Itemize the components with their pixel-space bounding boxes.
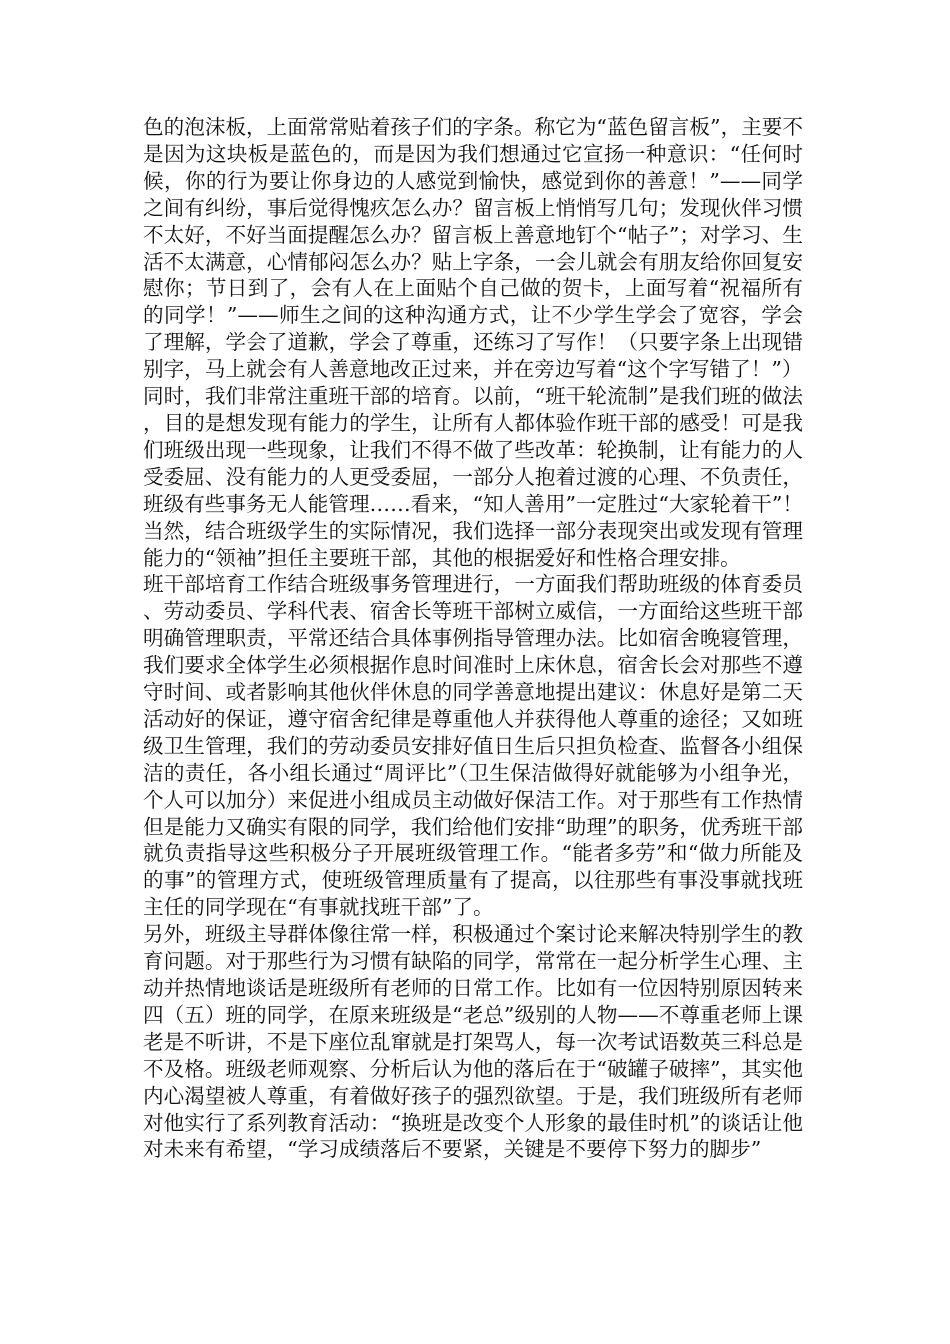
paragraph-cadre-management: 班干部培育工作结合班级事务管理进行，一方面我们帮助班级的体育委员、劳动委员、学科代表、宿舍长等班干部树立威信，一方面给这些班干部明确管理职责，平常还结合具体事例指导管理办法。比如宿舍晚寝管理，我们要求全体学生必须根据作息时间准时上床休息，宿舍长会对那些不遵守时间、或者影响其他伙伴休息的同学善意地提出建议：休息好是第二天活动好的保证，遵守宿舍纪律是尊重他人并获得他人尊重的途径；又如班级卫生管理，我们的劳动委员安排好值日生后只担负检查、监督各小组保洁的责任，各小组长通过“周评比”（卫生保洁做得好就能够为小组争光，个人可以加分）来促进小组成员主动做好保洁工作。对于那些有工作热情但是能力又确实有限的同学，我们给他们安排“助理”的职务，优秀班干部就负责指导这些积极分子开展班级管理工作。“能者多劳”和“做力所能及的事”的管理方式，使班级管理质量有了提高，以往那些有事没事就找班主任的同学现在“有事就找班干部”了。 (143, 572, 803, 920)
paragraph-special-student-education: 另外，班级主导群体像往常一样，积极通过个案讨论来解决特别学生的教育问题。对于那些行为习惯有缺陷的同学，常常在一起分析学生心理、主动并热情地谈话是班级所有老师的日常工作。比如有一位因特别原因转来四（五）班的同学，在原来班级是“老总”级别的人物——不尊重老师上课老是不听讲，不是下座位乱窜就是打架骂人，每一次考试语数英三科总是不及格。班级老师观察、分析后认为他的落后在于“破罐子破摔”，其实他内心渴望被人尊重，有着做好孩子的强烈欲望。于是，我们班级所有老师对他实行了系列教育活动：“换班是改变个人形象的最佳时机”的谈话让他对未来有希望，“学习成绩落后不要紧，关键是不要停下努力的脚步” (143, 922, 803, 1162)
document-page (143, 114, 803, 1163)
paragraph-blue-message-board: 色的泡沫板，上面常常贴着孩子们的字条。称它为“蓝色留言板”，主要不是因为这块板是蓝色的，而是因为我们想通过它宣扬一种意识：“任何时候，你的行为要让你身边的人感觉到愉快，感觉到你的善意！”——同学之间有纠纷，事后觉得愧疚怎么办？留言板上悄悄写几句；发现伙伴习惯不太好，不好当面提醒怎么办？留言板上善意地钉个“帖子”；对学习、生活不太满意，心情郁闷怎么办？贴上字条，一会儿就会有朋友给你回复安慰你；节日到了，会有人在上面贴个自己做的贺卡，上面写着“祝福所有的同学！”——师生之间的这种沟通方式，让不少学生学会了宽容，学会了理解，学会了道歉，学会了尊重，还练习了写作！（只要字条上出现错别字，马上就会有人善意地改正过来，并在旁边写着“这个字写错了！”） (143, 115, 803, 382)
paragraph-class-cadre-training: 同时，我们非常注重班干部的培育。以前，“班干轮流制”是我们班的做法，目的是想发现有能力的学生，让所有人都体验作班干部的感受！可是我们班级出现一些现象，让我们不得不做了些改革：轮换制，让有能力的人受委屈、没有能力的人更受委屈，一部分人抱着过渡的心理、不负责任，班级有些事务无人能管理……看来，“知人善用”一定胜过“大家轮着干”！当然，结合班级学生的实际情况，我们选择一部分表现突出或发现有管理能力的“领袖”担任主要班干部，其他的根据爱好和性格合理安排。 (143, 384, 803, 570)
